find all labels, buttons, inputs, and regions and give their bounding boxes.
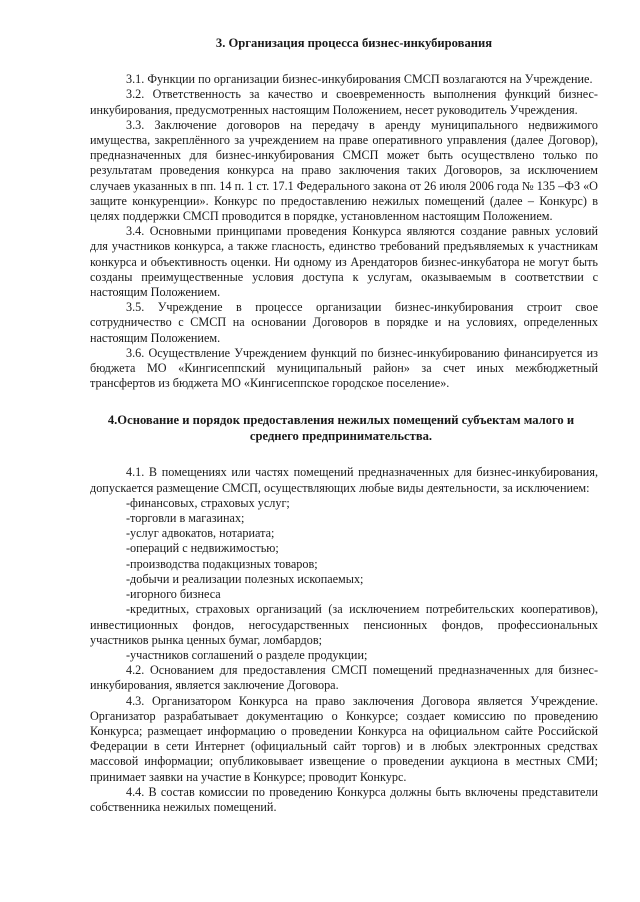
paragraph-3-6: 3.6. Осуществление Учреждением функций по бизнес-инкубированию финансируется из бюджета МО «Кингисеппский муниципальный район» за счет иных межбюджетный трансфертов из бюджета МО «Кингисеппское городское поселение». [90,345,598,391]
paragraph-4-3: 4.3. Организатором Конкурса на право заключения Договора является Учреждение. Организатор разрабатывает документацию о Конкурсе; создает комиссию по проведению Конкурса; размещает информацию о проведении Конкурса на официальном сайте Российской Федерации в сети Интернет (официальный сайт торгов) и в любых электронных средствах массовой информации; опубликовывает извещение о проведении аукциона в местных СМИ; принимает заявки на участие в Конкурсе; проводит Конкурс. [90,693,598,784]
paragraph-3-5: 3.5. Учреждение в процессе организации бизнес-инкубирования строит свое сотрудничество с СМСП на основании Договоров в порядке и на условиях, определенных настоящим Положением. [90,300,598,345]
list-item: -кредитных, страховых организаций (за исключением потребительских кооперативов), инвестиционных фондов, негосударственных пенсионных фондов, профессиональных участников рынка ценных бумаг, ломбардов; [90,602,598,647]
list-item: -торговли в магазинах; [126,511,245,526]
list-item: -добычи и реализации полезных ископаемых; [126,571,364,586]
exclusion-list [90,496,598,663]
section-3-title: 3. Организация процесса бизнес-инкубирования [215,36,493,50]
list-item: -производства подакцизных товаров; [126,556,318,571]
paragraph-3-1: 3.1. Функции по организации бизнес-инкубирования СМСП возлагаются на Учреждение. [126,72,593,87]
paragraph-3-3: 3.3. Заключение договоров на передачу в аренду муниципального недвижимого имущества, закреплённого за учреждением на праве оперативного управления (далее Договор), предназначенных для бизнес-инкубирования СМСП может быть осуществлено только по результатам проведения конкурса на право заключения таких Договоров, за исключением случаев указанных в пп. 14 п. 1 ст. 17.1 Федерального закона от 26 июля 2006 года № 135 –ФЗ «О защите конкуренции». Конкурс по предоставлению нежилых помещений (далее – Конкурс) в целях поддержки СМСП проводится в порядке, установленном настоящим Положением. [90,117,598,224]
list-item: -операций с недвижимостью; [126,541,279,556]
list-item: -игорного бизнеса [126,587,221,602]
list-item: -участников соглашений о разделе продукции; [126,647,368,662]
section-4-title-line-2: среднего предпринимательства. [249,429,433,444]
paragraph-3-2: 3.2. Ответственность за качество и своевременность выполнения функций бизнес-инкубирования, предусмотренных настоящим Положением, несет руководитель Учреждения. [90,87,598,117]
paragraph-4-1: 4.1. В помещениях или частях помещений предназначенных для бизнес-инкубирования, допускается размещение СМСП, осуществляющих любые виды деятельности, за исключением: [90,465,598,495]
paragraph-3-4: 3.4. Основными принципами проведения Конкурса являются создание равных условий для участников конкурса, а также гласность, единство требований предъявляемых к участникам конкурса и объективность оценки. Ни одному из Арендаторов бизнес-инкубатора не могут быть созданы преимущественные условия доступа к услугам, оказываемым в соответствии с настоящим Положением. [90,224,598,300]
section-4-title [84,412,598,444]
list-item: -финансовых, страховых услуг; [126,495,290,510]
paragraph-4-4: 4.4. В состав комиссии по проведению Конкурса должны быть включены представители собственника нежилых помещений. [90,784,598,814]
list-item: -услуг адвокатов, нотариата; [126,526,275,541]
paragraph-4-2: 4.2. Основанием для предоставления СМСП помещений предназначенных для бизнес-инкубирования, является заключение Договора. [90,663,598,693]
section-4-title-line-1: 4.Основание и порядок предоставления нежилых помещений субъектам малого и [107,413,575,428]
document-page [90,36,598,815]
